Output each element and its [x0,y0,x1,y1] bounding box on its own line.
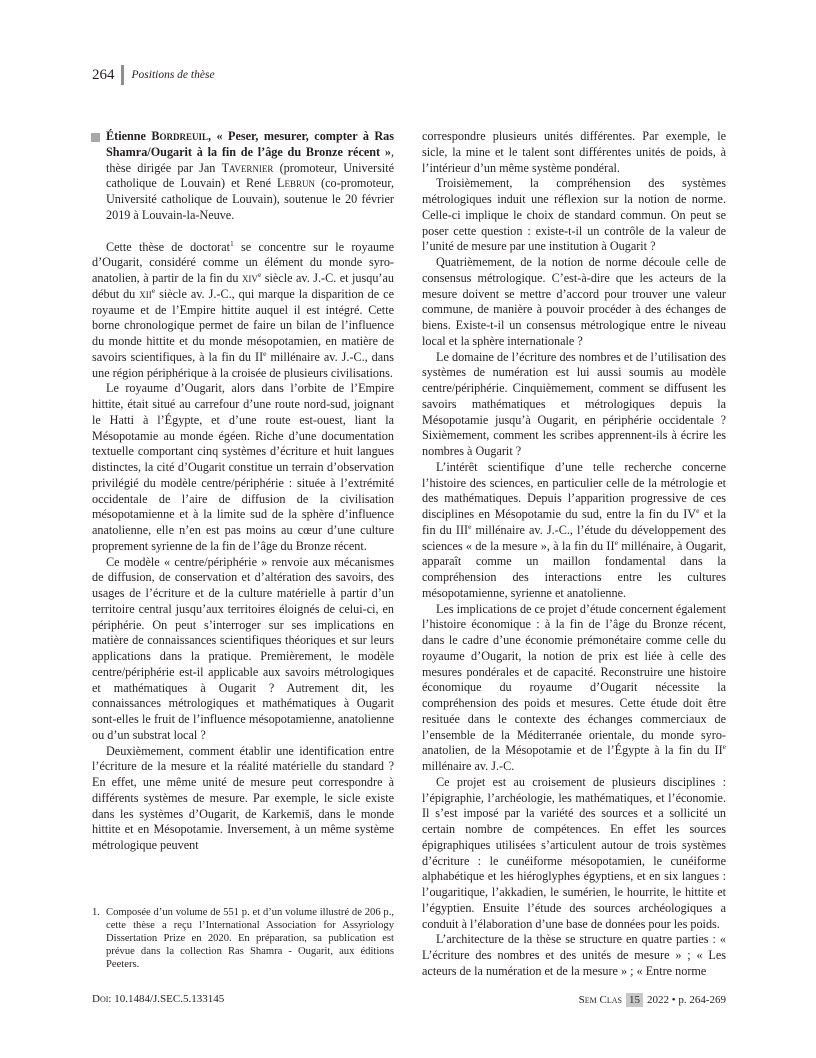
footnote-number: 1. [92,907,100,918]
header-divider [121,65,124,85]
text-run: siècle av. J.-C. et jusqu’au début du [92,271,394,301]
right-paragraph-4: Le domaine de l’écriture des nombres et de l’utilisation des systèmes de numération est lui aussi soumis au modèle centre/périphérie. Cinquièmement, comment se diffusent les savoirs mathématiques et métrologiques depuis la Mésopotamie jusqu’à Ougarit, en périphérie occidentale ? Sixièmement, comment les scribes apprennent-ils à écrire les nombres à Ougarit ? [422,349,726,458]
text-run: millénaire av. J.-C., l’étude du développement des sciences « de la mesure », à la fin du II [422,522,726,553]
text-run: Cette thèse de doctorat [106,239,231,254]
footer-citation [548,993,726,1007]
text-run: Les implications de ce projet d’étude concernent également l’histoire économique : à la fin de l’âge du Bronze récent, dans le cadre d’une économie prémonétaire comme celle du royaume d’Ougarit, la notion de prix est liée à celle des mesures pondérales et de capacité. Reconstruire une histoire économique du royaume d’Ougarit nécessite la compréhension des poids et mesures. Cette étude doit être resituée dans le contexte des échanges commerciaux de l’ensemble de la Méditerranée orientale, du monde syro-anatolien, de la Mésopotamie et de l’Égypte à la fin du II [422,601,727,758]
left-paragraph-2: Le royaume d’Ougarit, alors dans l’orbite de l’Empire hittite, était situé au carrefour d’une route nord-sud, joignant le Hatti à l’Égypte, et d’une route est-ouest, liant la Mésopotamie au monde égéen. Riche d’une documentation textuelle comportant cinq systèmes d’écriture et huit langues distinctes, la cité d’Ougarit constitue un terrain d’observation privilégié du modèle centre/périphérie : située à l’extrémité occidentale de l’aire de diffusion de la civilisation mésopotamienne et à la limite sud de la sphère d’influence anatolienne, elle n’en est pas moins au cœur d’une culture proprement syrienne de la fin de l’âge du Bronze récent. [92,381,394,553]
century-numeral: xiv [241,271,258,285]
right-paragraph-2: Troisièmement, la compréhension des systèmes métrologiques induit une réflexion sur la notion de norme. Celle-ci implique le choix de standard commun. On peut se poser cette question : existe-t-il un contrôle de la valeur de l’unité de mesure par une institution à Ougarit ? [422,176,726,254]
copromoter-name: Lebrun [277,176,315,191]
footnote-ref: 1 [230,238,234,248]
entry-info-3: (co-promoteur, Université catholique de Louvain), soutenue le 20 février 2019 à Louvain-la-Neuve. [106,176,394,222]
right-paragraph-7: Ce projet est au croisement de plusieurs disciplines : l’épigraphie, l’archéologie, les mathématiques, et l’économie. Il s’est imposé par la variété des sources et a sollicité un certain nombre de compétences. En effet les sources épigraphiques utilisées s’articulent autour de trois systèmes d’écriture : le cunéiforme mésopotamien, le cunéiforme alphabétique et les hiéroglyphes égyptiens, et en six langues : l’ougaritique, l’akkadien, le sumérien, le hourrite, le hittite et l’égyptien. Ensuite l’étude des sources archéologiques a conduit à l’élaboration d’une base de données pour les poids. [422,774,726,931]
promoter-name: Tavernier [221,160,274,175]
superscript: e [614,537,618,547]
superscript: e [263,348,267,358]
footnote [92,906,394,971]
running-head [92,64,215,86]
left-paragraph-1 [92,240,394,382]
left-paragraph-4: Deuxièmement, comment établir une identification entre l’écriture de la mesure et la réalité matérielle du standard ? En effet, une même unité de mesure peut correspondre à différents systèmes de mesure. Par exemple, le sicle existe dans les systèmes d’Ougarit, de Karkemiš, dans le monde hittite et en Mésopotamie. Inversement, à un même système métrologique peuvent [92,743,394,852]
right-paragraph-8: L’architecture de la thèse se structure en quatre parties : « L’écriture des nombres et des unités de mesure » ; « Les acteurs de la numération et de la mesure » ; « Entre norme [422,932,726,978]
superscript: e [722,742,726,752]
text-run: siècle av. J.-C., qui marque la disparition de ce royaume et de l’Empire hittite auquel il est intégré. Cette borne chronologique permet de faire un bilan de l’influence du monde hittite et du monde mésopotamien, en matière de savoirs scientifiques, à la fin du II [92,286,394,364]
superscript: e [257,269,262,279]
text-run: millénaire av. J.-C. [422,759,515,773]
doi-text: Doi: 10.1484/J.SEC.5.133145 [92,993,225,1005]
entry-square-icon [91,133,100,142]
text-run: se concentre sur le royaume d’Ougarit, considéré comme un élément du monde syro-anatolien, à partir de la fin du [92,239,394,285]
text-run: millénaire av. J.-C., dans une région périphérique à la croisée de plusieurs civilisations. [92,349,394,380]
right-paragraph-6 [422,602,726,775]
right-paragraph-3: Quatrièmement, de la notion de norme découle celle de consensus métrologique. C’est-à-dire que les acteurs de la mesure doivent se mettre d’accord pour trouver une valeur commune, de manière à pouvoir procéder à des échanges de biens. Existe-t-il un consensus métrologique entre le niveau local et la sphère internationale ? [422,255,726,348]
left-paragraph-3: Ce modèle « centre/périphérie » renvoie aux mécanismes de diffusion, de conservation et d’altération des savoirs, des usages de l’écriture et de la culture matérielle à partir d’un territoire central jusqu’aux territoires éloignés de celui-ci, en périphérie. On peut s’interroger sur ses implications en matière de connaissances scientifiques théoriques et sur leurs applications dans la pratique. Premièrement, le modèle centre/périphérie est-il applicable aux savoirs métrologiques et mathématiques à Ougarit ? Autrement dit, les connaissances métrologiques et mathématiques à Ougarit sont-elles le fruit de l’influence mésopotamienne, anatolienne ou d’un substrat local ? [92,554,394,742]
author-last-name: Bordreuil [151,129,209,143]
superscript: e [696,505,700,515]
page-number: 264 [92,66,115,83]
thesis-title: , « Peser, mesurer, compter à Ras Shamra/Ougarit à la fin de l’âge du Bronze récent » [106,129,394,159]
right-paragraph-5 [422,460,726,602]
superscript: e [468,521,472,531]
text-run: et la fin du III [422,507,726,537]
author-first-name: Étienne [106,129,152,143]
superscript: e [151,285,156,295]
journal-name: Sem Clas [578,994,622,1006]
footer-doi [92,993,224,1005]
running-title: Positions de thèse [131,69,215,81]
right-paragraph-1: correspondre plusieurs unités différentes. Par exemple, le sicle, la mine et le talent sont différentes unités de poids, à l’intérieur d’un même système pondéral. [422,129,726,175]
left-column [92,129,394,854]
text-run: L’intérêt scientifique d’une telle recherche concerne l’histoire des sciences, en particulier celle de la métrologie et des mathématiques. Depuis l’apparition progressive de ces disciplines en Mésopotamie du sud, entre la fin du IV [422,459,726,521]
footnote-text: Composée d’un volume de 551 p. et d’un volume illustré de 206 p., cette thèse a reçu l’International Association for Assyriology Dissertation Prize en 2020. En préparation, sa publication est prévue dans la collection Ras Shamra - Ougarit, aux éditions Peeters. [106,907,394,970]
text-run: millénaire, à Ougarit, apparaît comme un maillon fondamental dans la compréhension des interactions entre les cultures mésopotamienne, syrienne et anatolienne. [422,538,726,600]
entry-heading [106,129,394,159]
year-pages: 2022 • p. 264-269 [646,994,726,1006]
entry-info-1: , thèse dirigée par Jan [106,144,394,175]
thesis-entry [92,129,394,224]
right-column [422,129,726,980]
century-numeral: xii [139,286,152,301]
volume-badge: 15 [626,993,643,1007]
entry-info-2: (promoteur, Université catholique de Louvain) et René [106,160,395,191]
